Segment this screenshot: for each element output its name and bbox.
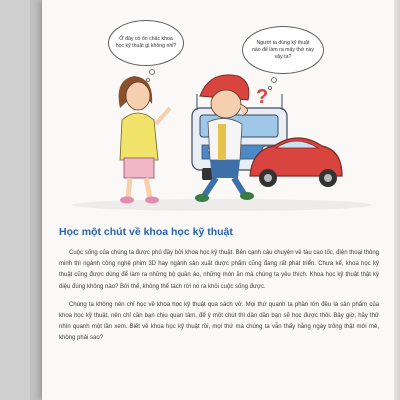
speech-bubble-girl (108, 20, 184, 66)
question-mark: ? (256, 86, 269, 108)
cartoon-scene (42, 0, 394, 215)
article (59, 226, 379, 352)
speech-bubble-girl-text: Ở đây có ổn chấc khoa học kỹ thuật gì không nhỉ? (115, 36, 177, 49)
book-page (42, 0, 394, 400)
paragraph: Cuộc sống của chúng ta được phủ đầy bởi khoa học kỹ thuật. Bên cạnh câu chuyện về tàu cao tốc, điện thoại thông minh thì ngành công nghệ phim 3D hay ngành sản xuất dược phẩm cũng đang rất phát triển. Chưa kể, khoa học kỹ thuật cũng được dùng để làm ra những bộ quần áo, những món ăn mà chúng ta yêu thích. Khoa học kỹ thuật thật kỳ diệu đúng không nào? Bởi thế, không thể tách rời nó ra khỏi cuộc sống được. (59, 250, 379, 290)
page-edge (394, 0, 400, 400)
speech-bubble-boy-text: Người ta dùng kỹ thuật nào để làm ra mấy thứ này vậy ta? (252, 39, 315, 60)
section-heading: Học một chút về khoa học kỹ thuật (59, 226, 233, 238)
girl-character (119, 76, 170, 204)
paragraph: Chúng ta không nên chỉ học về khoa học kỹ thuật qua sách vở. Mọi thứ quanh ta phần lớn đều là sản phẩm của khoa học kỹ thuật, nên chỉ cần bạn chịu quan tâm, để ý một chút thì dần dần bạn sẽ học được thôi. Bây giờ, hãy thử nhìn quanh một lần xem. Biết về khoa học kỹ thuật rồi, mọi thứ mà chúng ta vẫn thấy hằng ngày trông thật mới mẻ, không phải sao? (59, 301, 379, 342)
speech-bubble-boy (242, 26, 324, 74)
illustration (42, 0, 394, 215)
